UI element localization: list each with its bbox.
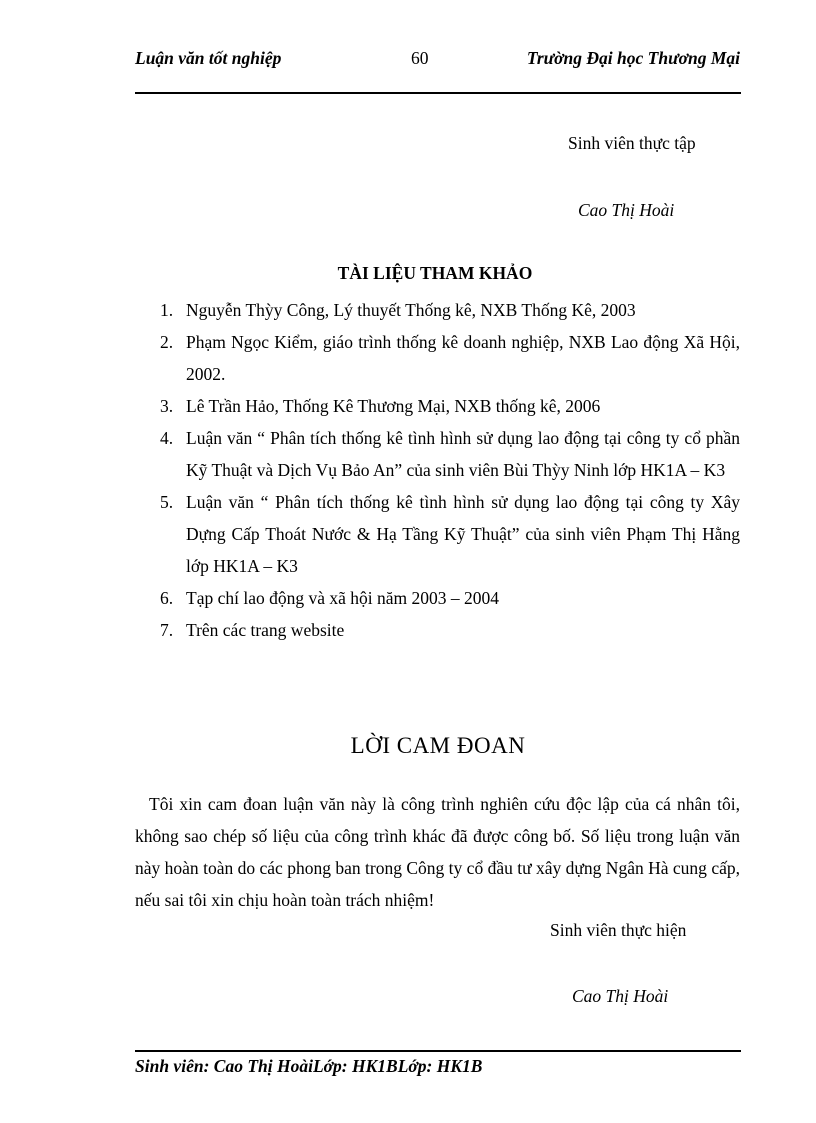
header-university-name: Trường Đại học Thương Mại [526, 48, 740, 68]
references-title: TÀI LIỆU THAM KHẢO [337, 263, 533, 283]
header-rule [135, 92, 741, 94]
signature-role-intern: Sinh viên thực tập [568, 133, 696, 153]
declaration-title: LỜI CAM ĐOAN [350, 733, 526, 758]
reference-item: 4. Luận văn “ Phân tích thống kê tình hình sử dụng lao động tại công ty cổ phần Kỹ Thuật và Dịch Vụ Bảo An” của sinh viên Bùi Thỳy Ninh lớp HK1A – K3 [160, 428, 740, 480]
signature-role-student: Sinh viên thực hiện [550, 920, 687, 940]
references-list [160, 294, 740, 646]
signature-name-top: Cao Thị Hoài [578, 200, 675, 220]
page-header [135, 48, 740, 74]
header-thesis-label: Luận văn tốt nghiệp [135, 48, 282, 68]
footer-rule [135, 1050, 741, 1052]
reference-item: 5. Luận văn “ Phân tích thống kê tình hình sử dụng lao động tại công ty Xây Dựng Cấp Thoát Nước & Hạ Tầng Kỹ Thuật” của sinh viên Phạm Thị Hằng lớp HK1A – K3 [160, 492, 740, 576]
page-footer: Sinh viên: Cao Thị HoàiLớp: HK1BLớp: HK1B [135, 1056, 483, 1076]
signature-name-bottom: Cao Thị Hoài [572, 986, 669, 1006]
reference-item: 1. Nguyễn Thỳy Công, Lý thuyết Thống kê, NXB Thống Kê, 2003 [160, 300, 636, 320]
reference-item: 6. Tạp chí lao động và xã hội năm 2003 – 2004 [160, 588, 499, 608]
reference-item: 7. Trên các trang website [160, 620, 345, 640]
declaration-body: Tôi xin cam đoan luận văn này là công trình nghiên cứu độc lập của cá nhân tôi, không sao chép số liệu của công trình khác đã được công bố. Số liệu trong luận văn này hoàn toàn do các phong ban trong Công ty cổ đầu tư xây dựng Ngân Hà cung cấp, nếu sai tôi xin chịu hoàn toàn trách nhiệm! [135, 794, 740, 910]
reference-item: 2. Phạm Ngọc Kiểm, giáo trình thống kê doanh nghiệp, NXB Lao động Xã Hội, 2002. [160, 332, 740, 384]
page-number: 60 [411, 48, 429, 68]
reference-item: 3. Lê Trần Hảo, Thống Kê Thương Mại, NXB thống kê, 2006 [160, 396, 601, 416]
